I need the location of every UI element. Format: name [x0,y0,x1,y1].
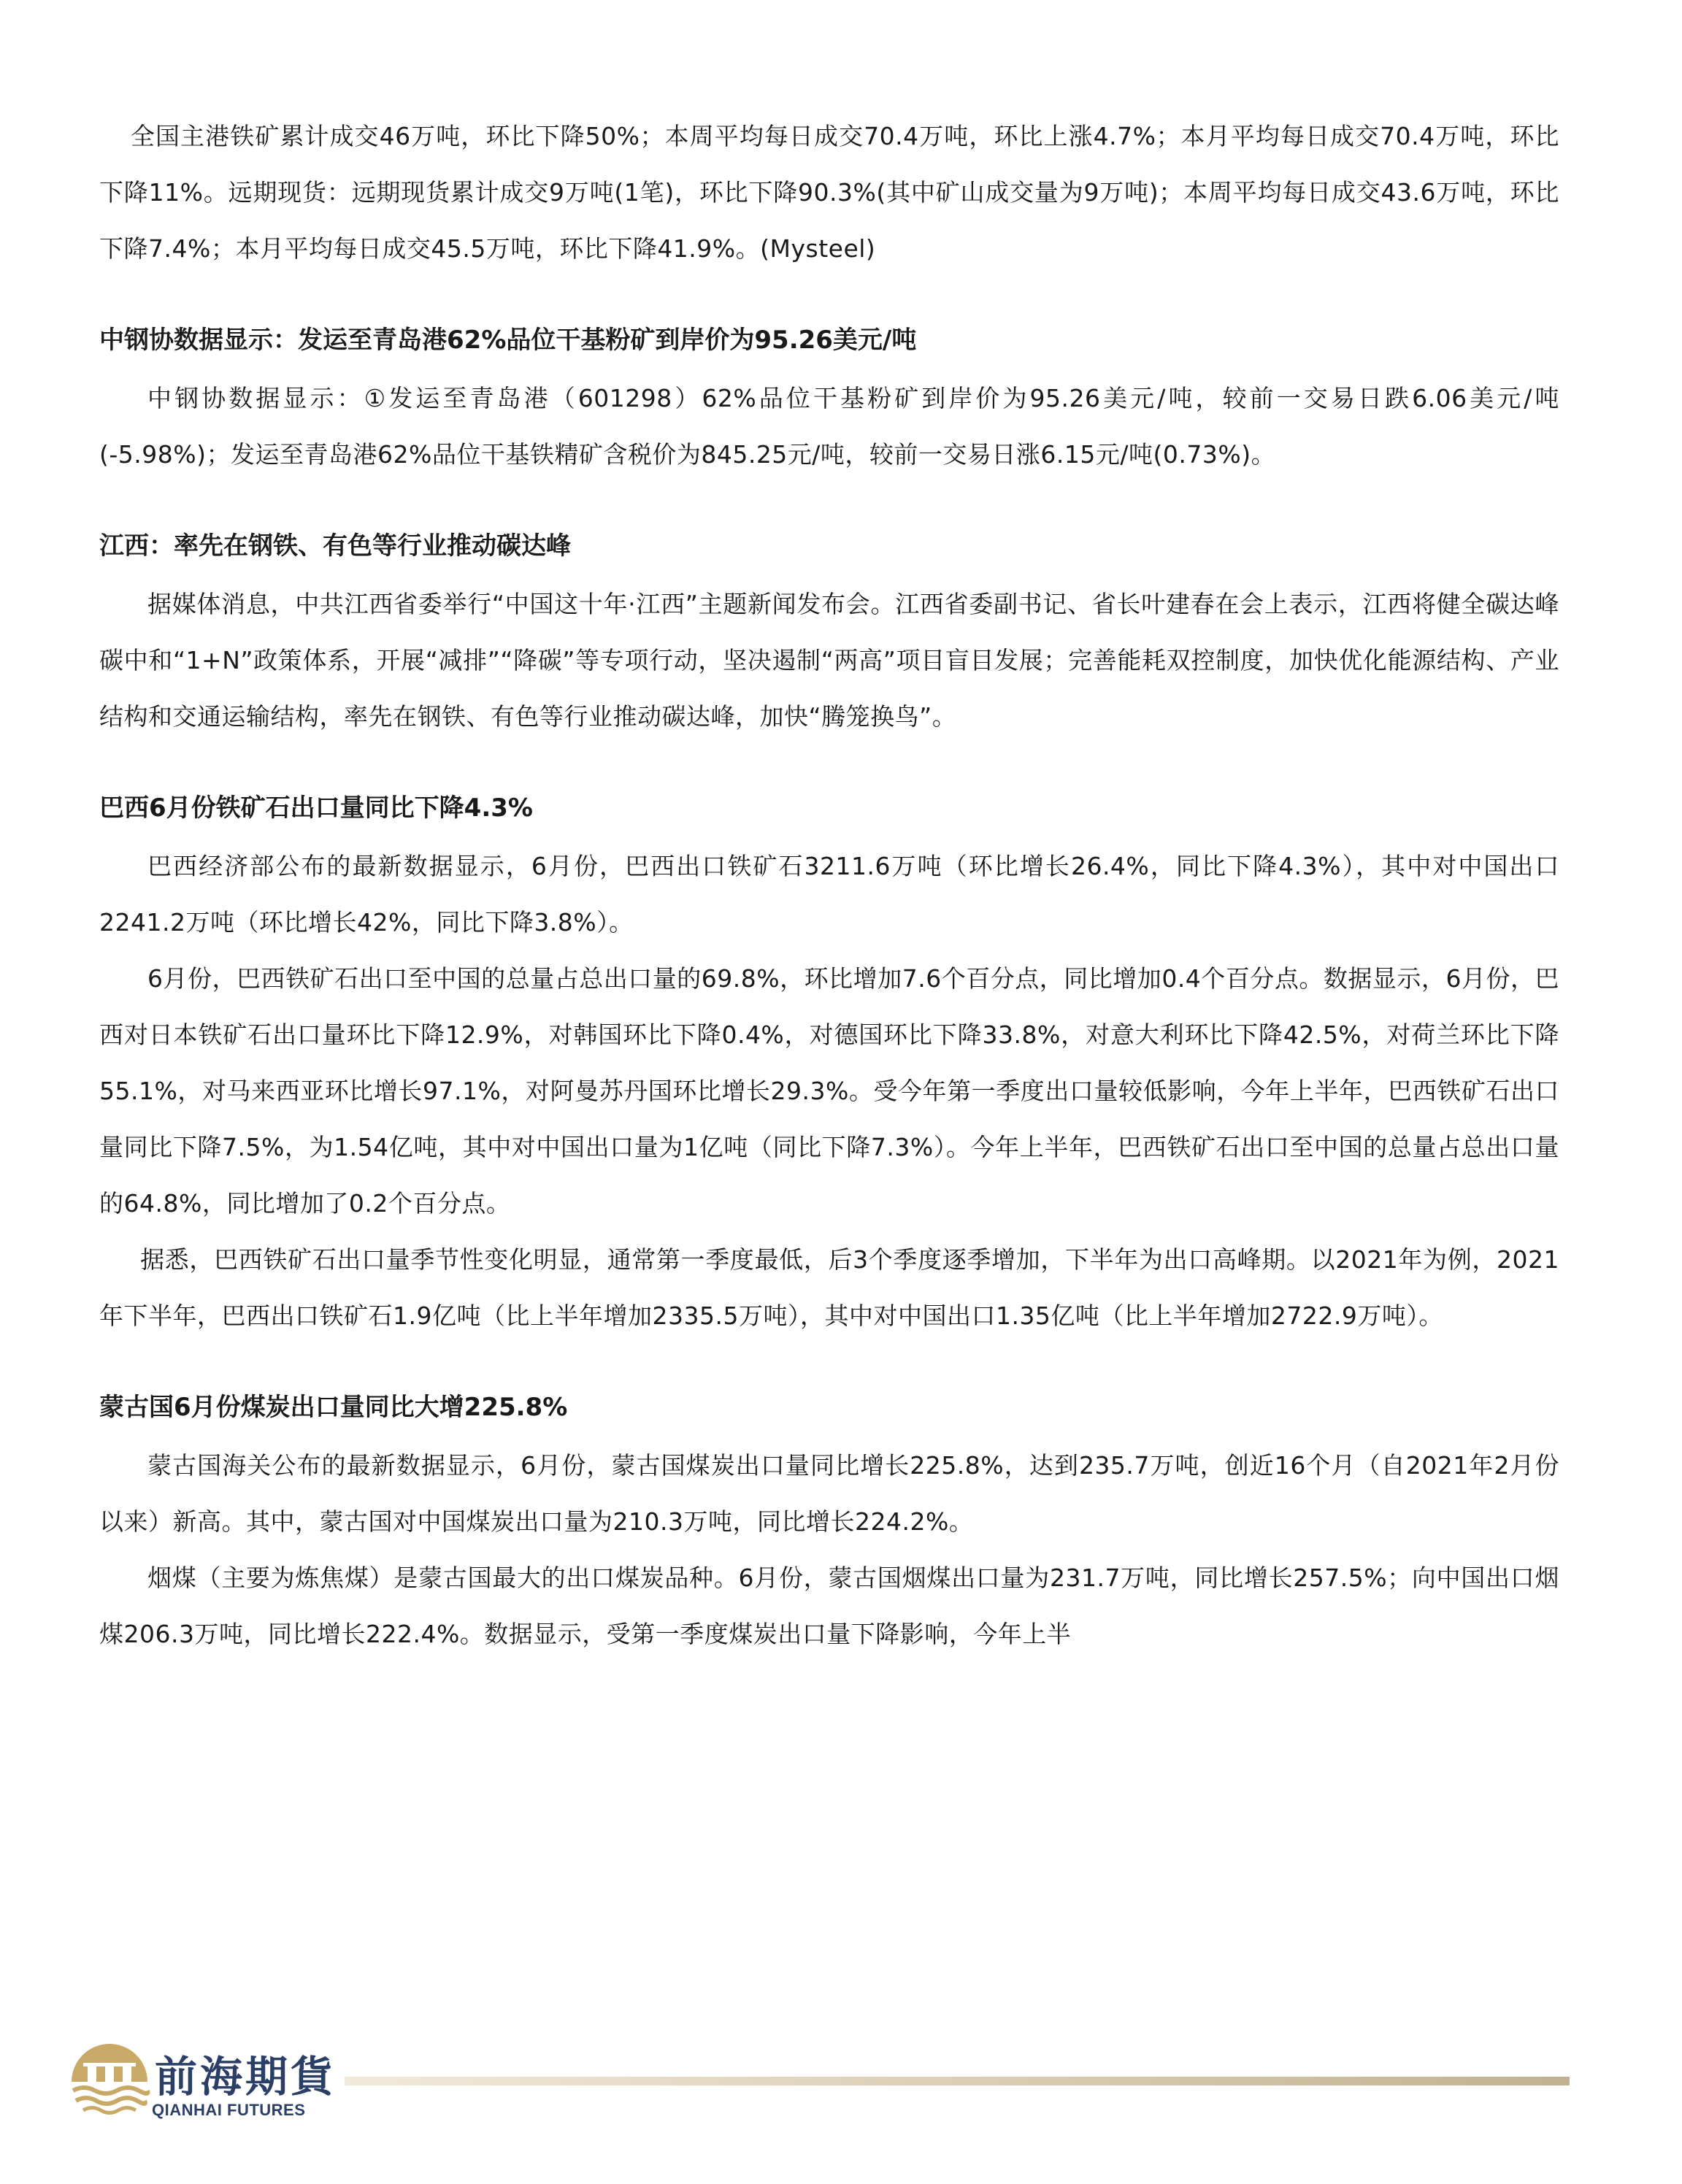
section-iron-ore-trades [99,108,1559,277]
section-brazil-iron-ore [99,790,1559,1344]
paragraph: 烟煤（主要为炼焦煤）是蒙古国最大的出口煤炭品种。6月份，蒙古国烟煤出口量为231.7万吨，同比增长257.5%；向中国出口烟煤206.3万吨，同比增长222.4%。数据显示，受第一季度煤炭出口量下降影响，今年上半 [99,1564,1559,1648]
section-heading: 江西：率先在钢铁、有色等行业推动碳达峰 [99,531,571,561]
footer-divider [345,2077,1570,2085]
section-heading: 中钢协数据显示：发运至青岛港62%品位干基粉矿到岸价为95.26美元/吨 [99,326,917,355]
paragraph: 据悉，巴西铁矿石出口量季节性变化明显，通常第一季度最低，后3个季度逐季增加，下半年为出口高峰期。以2021年为例，2021年下半年，巴西出口铁矿石1.9亿吨（比上半年增加2335.5万吨），其中对中国出口1.35亿吨（比上半年增加2722.9万吨）。 [99,1245,1559,1330]
section-heading: 蒙古国6月份煤炭出口量同比大增225.8% [99,1393,568,1422]
paragraph: 据媒体消息，中共江西省委举行“中国这十年·江西”主题新闻发布会。江西省委副书记、省长叶建春在会上表示，江西将健全碳达峰碳中和“1+N”政策体系，开展“减排”“降碳”等专项行动，坚决遏制“两高”项目盲目发展；完善能耗双控制度，加快优化能源结构、产业结构和交通运输结构，率先在钢铁、有色等行业推动碳达峰，加快“腾笼换鸟”。 [99,590,1559,731]
company-logo-english: QIANHAI FUTURES [152,2101,306,2119]
company-logo-chinese: 前海期貨 [155,2052,337,2102]
wave-building-logo-icon [66,2037,153,2124]
page-footer [66,2037,1570,2131]
section-jiangxi-carbon [99,528,1559,745]
paragraph: 全国主港铁矿累计成交46万吨，环比下降50%；本周平均每日成交70.4万吨，环比上涨4.7%；本月平均每日成交70.4万吨，环比下降11%。远期现货：远期现货累计成交9万吨(1笔)，环比下降90.3%(其中矿山成交量为9万吨)；本周平均每日成交43.6万吨，环比下降7.4%；本月平均每日成交45.5万吨，环比下降41.9%。(Mysteel) [99,122,1559,263]
paragraph: 6月份，巴西铁矿石出口至中国的总量占总出口量的69.8%，环比增加7.6个百分点，同比增加0.4个百分点。数据显示，6月份，巴西对日本铁矿石出口量环比下降12.9%，对韩国环比下降0.4%，对德国环比下降33.8%，对意大利环比下降42.5%，对荷兰环比下降55.1%，对马来西亚环比增长97.1%，对阿曼苏丹国环比增长29.3%。受今年第一季度出口量较低影响，今年上半年，巴西铁矿石出口量同比下降7.5%，为1.54亿吨，其中对中国出口量为1亿吨（同比下降7.3%）。今年上半年，巴西铁矿石出口至中国的总量占总出口量的64.8%，同比增加了0.2个百分点。 [99,964,1559,1218]
paragraph: 蒙古国海关公布的最新数据显示，6月份，蒙古国煤炭出口量同比增长225.8%，达到235.7万吨，创近16个月（自2021年2月份以来）新高。其中，蒙古国对中国煤炭出口量为210.3万吨，同比增长224.2%。 [99,1451,1559,1536]
document-body [99,108,1559,1707]
paragraph: 中钢协数据显示：①发运至青岛港（601298）62%品位干基粉矿到岸价为95.26美元/吨，较前一交易日跌6.06美元/吨(-5.98%)；发运至青岛港62%品位干基铁精矿含税价为845.25元/吨，较前一交易日涨6.15元/吨(0.73%)。 [99,384,1559,469]
section-mongolia-coal [99,1389,1559,1662]
section-heading: 巴西6月份铁矿石出口量同比下降4.3% [99,793,533,823]
section-csia-price [99,322,1559,482]
paragraph: 巴西经济部公布的最新数据显示，6月份，巴西出口铁矿石3211.6万吨（环比增长26.4%，同比下降4.3%），其中对中国出口2241.2万吨（环比增长42%，同比下降3.8%）。 [99,852,1559,937]
